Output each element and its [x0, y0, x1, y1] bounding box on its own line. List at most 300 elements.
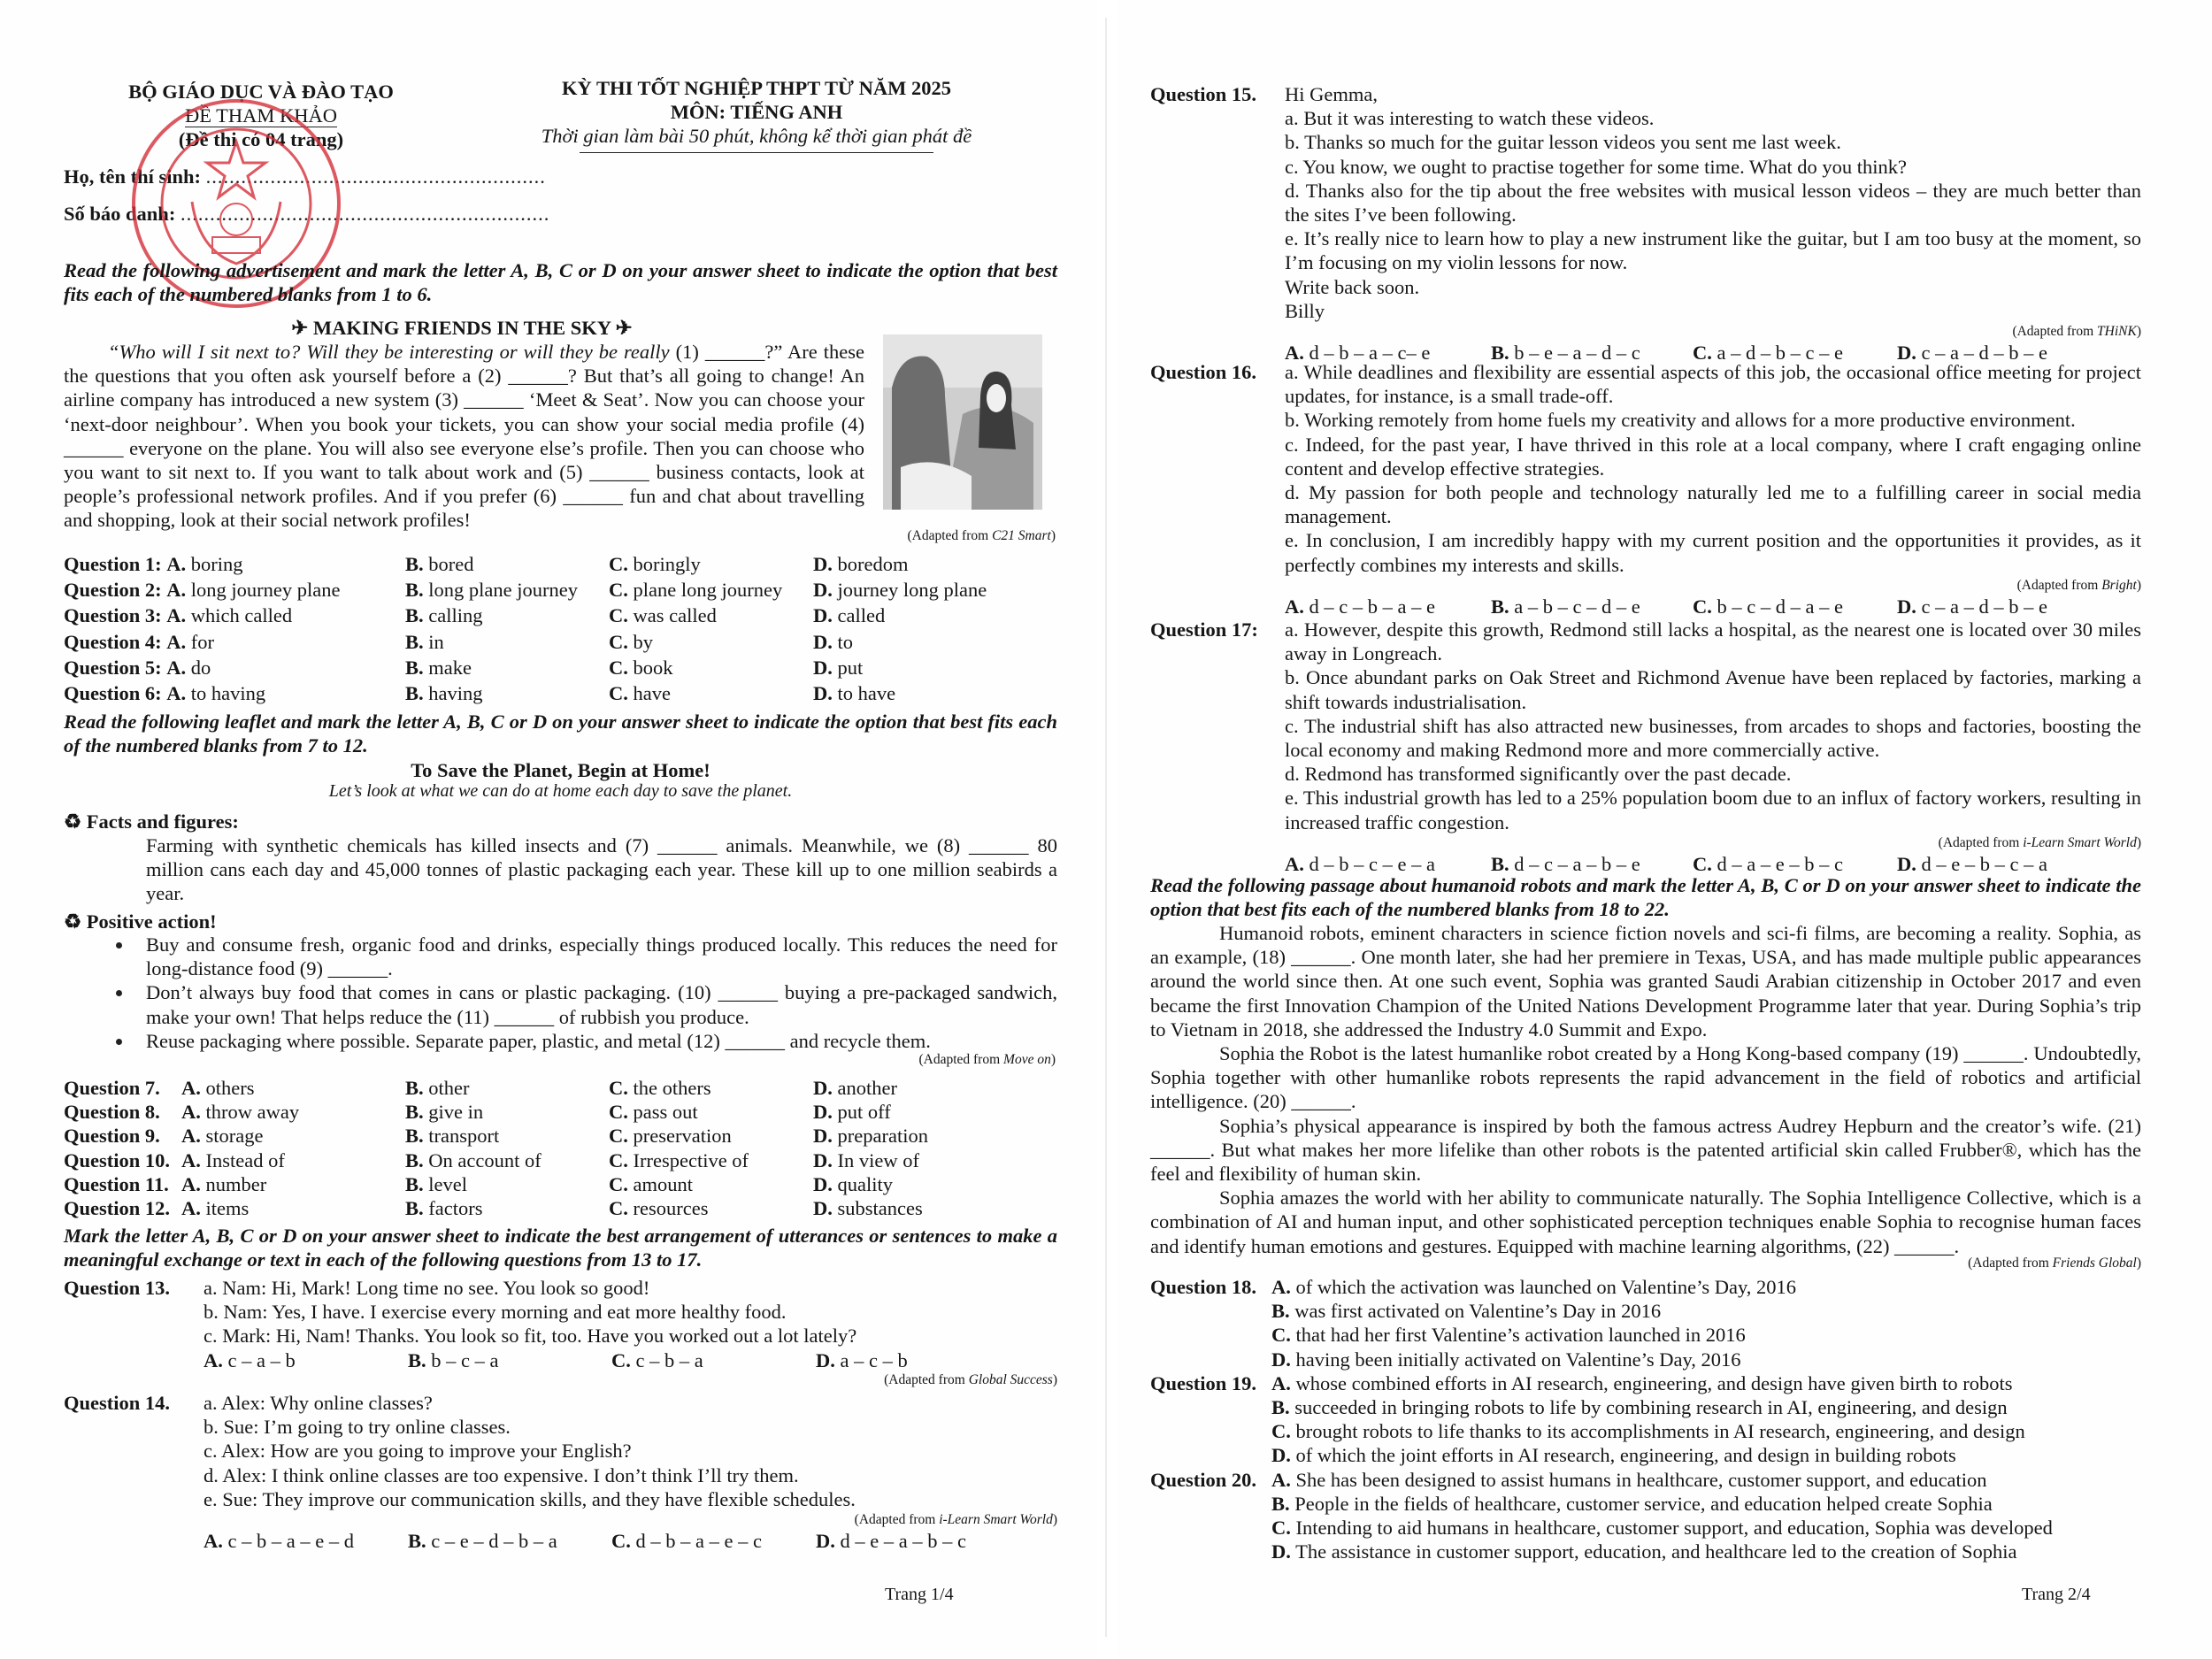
- option-cell: [609, 578, 813, 603]
- option-text: b – c – a: [431, 1348, 499, 1371]
- robot-passage: [1150, 921, 2141, 1258]
- option-text: bored: [428, 553, 474, 575]
- options-row: [1150, 595, 2141, 618]
- source-suffix: ): [1050, 1052, 1056, 1067]
- option-a[interactable]: [204, 1530, 354, 1552]
- option-cell: [405, 1196, 609, 1220]
- option-d[interactable]: [813, 1101, 891, 1123]
- passage-paragraph: Sophia amazes the world with her ability to communicate naturally. The Sophia Intelligence Collective, which is a combination of AI and human input, and other sophisticated perception techniques enable Sophia to recognise human faces and identify human emotions and gestures. Equipped with machine learning algorithms, (22) ______.: [1150, 1187, 2141, 1257]
- source-title: Bright: [2101, 577, 2137, 593]
- option-c[interactable]: [609, 1125, 732, 1147]
- option-letter: C.: [609, 604, 628, 627]
- option-cell: [813, 552, 1061, 578]
- option-letter: C.: [609, 1196, 628, 1219]
- option-a[interactable]: [181, 1125, 263, 1147]
- option-letter: B.: [405, 1125, 424, 1148]
- option-cell: [609, 1196, 813, 1220]
- utterance: e. Sue: They improve our communication skills, and they have flexible schedules.: [204, 1487, 856, 1510]
- question-row: [64, 681, 1061, 707]
- option-letter: B.: [405, 1148, 424, 1171]
- part1-source: [619, 527, 1056, 545]
- option-letter: B.: [1491, 595, 1509, 618]
- option-letter: C.: [1271, 1420, 1291, 1443]
- question-label: Question 6:: [64, 681, 162, 704]
- option-d[interactable]: [813, 682, 895, 704]
- time-note: Thời gian làm bài 50 phút, không kể thời gian phát đề: [541, 125, 972, 148]
- option-text: the others: [633, 1077, 711, 1099]
- option-c[interactable]: [609, 631, 653, 653]
- option-text: amount: [633, 1172, 693, 1195]
- option-cell: [813, 630, 1061, 656]
- question-label-cell: [64, 1196, 405, 1220]
- option-cell: [408, 1529, 611, 1552]
- option-letter: B.: [405, 681, 424, 704]
- option-text: c – b – a – e – d: [227, 1530, 354, 1553]
- option-text: c – a – b: [227, 1348, 296, 1371]
- option-d[interactable]: [1897, 595, 2047, 618]
- options-row: [1150, 852, 2141, 875]
- option-text: journey long plane: [837, 579, 987, 602]
- option-letter: D.: [816, 1530, 835, 1553]
- option-a[interactable]: [181, 1101, 299, 1123]
- option-cell: [609, 1172, 813, 1196]
- option-a[interactable]: [166, 631, 214, 653]
- option-text: make: [428, 656, 472, 679]
- option-letter: C.: [609, 1101, 628, 1124]
- question-label-cell: [64, 656, 405, 681]
- option-c[interactable]: [609, 1197, 708, 1219]
- option-c[interactable]: [1693, 595, 1843, 618]
- source: [64, 1371, 1057, 1389]
- option-c[interactable]: [609, 604, 717, 626]
- question-label: [1150, 1492, 1271, 1516]
- option-text: d – b – a – c– e: [1309, 342, 1431, 365]
- question-body: [1285, 82, 2141, 323]
- option-letter: A.: [181, 1172, 201, 1195]
- question-label: Question 11.: [64, 1172, 169, 1195]
- option-letter: C.: [609, 1077, 628, 1099]
- option-text: c – a – d – b – e: [1921, 342, 2047, 365]
- option-a[interactable]: [181, 1173, 266, 1195]
- option-d[interactable]: [1271, 1443, 1956, 1467]
- question-body: [204, 1391, 1057, 1511]
- passage-paragraph: Humanoid robots, eminent characters in science fiction novels and sci-fi films, are becoming a reality. Sophia, as an example, (18) ______. One month later, she had her premiere in Texas, USA, and has made multiple public appearances around the world since then. At one such event, Sophia was granted Saudi Arabian citizenship in October 2017 and even became the first Innovation Champion of the United Nations Development Programme later that year. During Sophia’s trip to Vietnam in 2018, she addressed the Industry 4.0 Summit and Expo.: [1150, 922, 2141, 1041]
- option-b[interactable]: [1271, 1395, 2008, 1419]
- utterance: a. Nam: Hi, Mark! Long time no see. You look so good!: [204, 1277, 650, 1299]
- question-label: Question 20.: [1150, 1468, 1257, 1491]
- option-c[interactable]: [609, 1149, 749, 1171]
- option-d[interactable]: [1897, 853, 2047, 875]
- option-text: succeeded in bringing robots to life by combining research in AI, engineering, and design: [1294, 1395, 2008, 1418]
- utterance: c. You know, we ought to practise together for some time. What do you think?: [1285, 155, 1908, 178]
- option-letter: C.: [1693, 852, 1712, 875]
- option-d[interactable]: [813, 1149, 919, 1171]
- option-row[interactable]: [1150, 1371, 2141, 1395]
- option-a[interactable]: [204, 1349, 296, 1371]
- question-line: [64, 1391, 1057, 1511]
- option-letter: A.: [181, 1148, 201, 1171]
- option-text: have: [633, 681, 671, 704]
- option-text: d – e – a – b – c: [840, 1530, 966, 1553]
- option-cell: [813, 1196, 1061, 1220]
- option-cell: [405, 552, 609, 578]
- airplane-passengers-illustration: [883, 334, 1042, 510]
- question-line: [1150, 360, 2141, 577]
- source-prefix: (Adapted from: [907, 528, 993, 543]
- option-a[interactable]: [166, 579, 340, 601]
- part4-questions: [1150, 1275, 2141, 1563]
- option-b[interactable]: [405, 604, 483, 626]
- source-suffix: ): [1052, 1512, 1057, 1528]
- option-c[interactable]: [1271, 1516, 2053, 1540]
- option-letter: B.: [405, 553, 424, 575]
- source-suffix: ): [2136, 1256, 2141, 1271]
- option-letter: D.: [813, 1125, 833, 1148]
- utterance: d. Redmond has transformed significantly over the past decade.: [1285, 763, 1792, 786]
- option-letter: B.: [405, 656, 424, 679]
- utterance: c. The industrial shift has also attracted new businesses, from arcades to shops and factories, boosting the local economy and making Redmond more and more commercially active.: [1285, 714, 2141, 762]
- option-cell: [813, 1076, 1061, 1100]
- option-letter: C.: [611, 1530, 631, 1553]
- option-b[interactable]: [405, 657, 472, 679]
- option-text: for: [190, 630, 215, 653]
- recycle-icon: ♻: [64, 810, 87, 833]
- option-letter: D.: [1897, 595, 1916, 618]
- option-a[interactable]: [181, 1197, 249, 1219]
- option-letter: C.: [1693, 595, 1712, 618]
- option-cell: [609, 1148, 813, 1172]
- option-a[interactable]: [166, 657, 211, 679]
- question-label: Question 19.: [1150, 1371, 1257, 1394]
- part2-source: [619, 1051, 1056, 1069]
- option-b[interactable]: [405, 1149, 541, 1171]
- candidate-name-label: Họ, tên thí sinh:: [64, 165, 202, 188]
- option-a[interactable]: [1271, 1275, 1796, 1299]
- source-suffix: ): [2136, 834, 2141, 850]
- option-c[interactable]: [609, 1101, 698, 1123]
- option-cell: [611, 1529, 816, 1552]
- option-text: give in: [428, 1101, 484, 1124]
- option-cell: [609, 1076, 813, 1100]
- option-text: to have: [837, 681, 896, 704]
- option-letter: C.: [609, 1148, 628, 1171]
- option-letter: A.: [166, 553, 187, 575]
- facts-heading: Facts and figures:: [86, 810, 239, 833]
- question-17: [1150, 618, 2141, 875]
- option-b[interactable]: [405, 1101, 483, 1123]
- option-row[interactable]: [1150, 1540, 2141, 1563]
- action-bullet: Reuse packaging where possible. Separate paper, plastic, and metal (12) ______ and recycle them.: [66, 1029, 1057, 1053]
- option-text: d – a – e – b – c: [1717, 852, 1843, 875]
- option-c[interactable]: [609, 579, 782, 601]
- question-label: Question 14.: [64, 1392, 171, 1414]
- option-text: by: [633, 630, 653, 653]
- option-letter: A.: [166, 656, 187, 679]
- candidate-id-dots: ...............................................................: [180, 203, 550, 225]
- option-d[interactable]: [1271, 1348, 1741, 1371]
- option-letter: D.: [813, 681, 833, 704]
- option-letter: A.: [166, 604, 187, 627]
- option-row[interactable]: [1150, 1348, 2141, 1371]
- utterance: Hi Gemma,: [1285, 83, 1378, 105]
- option-c[interactable]: [609, 682, 671, 704]
- option-letter: D.: [813, 656, 833, 679]
- option-b[interactable]: [1491, 595, 1640, 618]
- option-b[interactable]: [405, 1077, 470, 1099]
- option-text: d – b – a – e – c: [635, 1530, 762, 1553]
- option-row[interactable]: [1150, 1323, 2141, 1347]
- option-text: d – c – a – b – e: [1514, 852, 1640, 875]
- option-text: other: [428, 1077, 470, 1099]
- utterance: a. But it was interesting to watch these videos.: [1285, 107, 1655, 130]
- source-prefix: (Adapted from: [1968, 1256, 2053, 1271]
- utterance: b. Working remotely from home fuels my creativity and allows for a more productive environment.: [1285, 409, 2076, 432]
- exam-title: KỲ THI TỐT NGHIỆP THPT TỪ NĂM 2025: [562, 77, 951, 99]
- option-letter: A.: [1271, 1276, 1291, 1298]
- option-text: The assistance in customer support, education, and healthcare led to the creation of Sophia: [1295, 1540, 2017, 1563]
- option-text: Irrespective of: [633, 1148, 749, 1171]
- option-d[interactable]: [813, 1173, 893, 1195]
- option-b[interactable]: [1491, 853, 1640, 875]
- option-text: to: [837, 630, 854, 653]
- option-cell: [813, 1172, 1061, 1196]
- option-d[interactable]: [816, 1349, 908, 1371]
- option-letter: B.: [405, 604, 424, 627]
- option-text: of which the joint efforts in AI research, engineering, and design in building robots: [1295, 1444, 1956, 1467]
- source-title: C21 Smart: [992, 528, 1051, 543]
- option-text: a – b – c – d – e: [1514, 595, 1640, 618]
- option-d[interactable]: [813, 579, 987, 601]
- option-d[interactable]: [816, 1530, 966, 1552]
- option-text: substances: [837, 1196, 923, 1219]
- option-text: was first activated on Valentine’s Day in 2016: [1294, 1300, 1662, 1323]
- question-label-cell: [64, 630, 405, 656]
- recycle-icon: ♻: [64, 910, 87, 933]
- option-letter: D.: [813, 630, 833, 653]
- question-line: [64, 1276, 1057, 1348]
- page-divider: [1105, 18, 1107, 1637]
- option-text: long plane journey: [428, 579, 578, 602]
- option-b[interactable]: [408, 1530, 557, 1552]
- option-letter: C.: [609, 553, 628, 575]
- option-b[interactable]: [405, 1197, 482, 1219]
- option-text: resources: [633, 1196, 709, 1219]
- option-d[interactable]: [813, 1077, 897, 1099]
- question-13: [64, 1276, 1057, 1389]
- option-letter: C.: [609, 579, 628, 602]
- option-letter: D.: [816, 1348, 835, 1371]
- option-letter: D.: [813, 1148, 833, 1171]
- options-row: [64, 1348, 1057, 1371]
- option-cell: [609, 656, 813, 681]
- option-cell: [813, 681, 1061, 707]
- ministry-name: BỘ GIÁO DỤC VÀ ĐÀO TẠO: [128, 81, 394, 103]
- option-row[interactable]: [1150, 1468, 2141, 1492]
- option-text: calling: [428, 604, 483, 627]
- option-d[interactable]: [813, 604, 885, 626]
- option-c[interactable]: [609, 553, 701, 575]
- option-c[interactable]: [609, 1173, 693, 1195]
- option-b[interactable]: [1271, 1299, 1661, 1323]
- page-number-1: Trang 1/4: [885, 1585, 954, 1604]
- utterance: b. Once abundant parks on Oak Street and Richmond Avenue have been replaced by factories, marking a shift towards industrialisation.: [1285, 666, 2141, 713]
- option-text: book: [633, 656, 673, 679]
- part2-title: To Save the Planet, Begin at Home!: [411, 759, 710, 781]
- question-line: [1150, 82, 2141, 323]
- utterance: e. In conclusion, I am incredibly happy with my current position and the opportunities it provides, as it perfectly combines my interests and skills.: [1285, 529, 2141, 576]
- option-letter: A.: [1285, 342, 1304, 365]
- option-letter: C.: [609, 681, 628, 704]
- option-a[interactable]: [166, 553, 242, 575]
- option-c[interactable]: [611, 1349, 703, 1371]
- option-text: boring: [190, 553, 243, 575]
- question-label: [1150, 1516, 1271, 1540]
- option-c[interactable]: [609, 657, 673, 679]
- question-row: [64, 630, 1061, 656]
- question-label: [1150, 1348, 1271, 1371]
- utterance: e. This industrial growth has led to a 25% population boom due to an influx of factory workers, resulting in increased traffic congestion.: [1285, 787, 2141, 833]
- option-b[interactable]: [405, 682, 483, 704]
- question-row: [64, 1148, 1061, 1172]
- option-b[interactable]: [405, 631, 444, 653]
- question-16: [1150, 360, 2141, 618]
- option-letter: B.: [405, 579, 424, 602]
- question-body: [204, 1276, 1057, 1348]
- option-letter: A.: [181, 1101, 201, 1124]
- option-cell: [1693, 852, 1897, 875]
- option-text: d – b – c – e – a: [1309, 852, 1435, 875]
- option-b[interactable]: [1271, 1492, 1993, 1516]
- option-text: called: [837, 604, 886, 627]
- option-b[interactable]: [405, 553, 474, 575]
- option-text: On account of: [428, 1148, 541, 1171]
- option-text: having been initially activated on Valentine’s Day, 2016: [1295, 1348, 1741, 1371]
- option-letter: A.: [204, 1348, 223, 1371]
- option-d[interactable]: [1271, 1540, 2016, 1563]
- option-cell: [813, 1100, 1061, 1124]
- option-d[interactable]: [813, 553, 908, 575]
- utterance: c. Indeed, for the past year, I have thrived in this role at a local company, where I craft engaging online content and develop effective strategies.: [1285, 433, 2141, 480]
- plane-icon: ✈: [611, 317, 633, 339]
- option-row[interactable]: [1150, 1299, 2141, 1323]
- question-label-cell: [64, 1148, 405, 1172]
- option-b[interactable]: [405, 579, 578, 601]
- option-cell: [609, 630, 813, 656]
- option-a[interactable]: [1271, 1371, 2013, 1395]
- option-letter: B.: [408, 1348, 426, 1371]
- option-letter: B.: [408, 1530, 426, 1553]
- option-row[interactable]: [1150, 1395, 2141, 1419]
- option-text: whose combined efforts in AI research, engineering, and design have given birth to robots: [1295, 1371, 2013, 1394]
- option-c[interactable]: [1693, 853, 1843, 875]
- option-cell: [405, 1148, 609, 1172]
- option-d[interactable]: [813, 657, 863, 679]
- option-a[interactable]: [166, 682, 265, 704]
- question-label: [1150, 1443, 1271, 1467]
- question-body: [1285, 618, 2141, 834]
- option-c[interactable]: [1271, 1419, 2025, 1443]
- passage-paragraph: Sophia’s physical appearance is inspired by both the famous actress Audrey Hepburn and the creator’s wife. (21) ______. But what makes her more lifelike than other robots is the patented artificial skin called Frubber®, which has the feel and flexibility of human skin.: [1150, 1114, 2141, 1186]
- utterance: a. While deadlines and flexibility are essential aspects of this job, the occasional office meeting for project updates, for instance, is a small trade-off.: [1285, 361, 2141, 408]
- question-label: Question 8.: [64, 1101, 160, 1124]
- option-text: preservation: [633, 1125, 732, 1148]
- option-text: boringly: [633, 553, 701, 575]
- source-title: Move on: [1003, 1052, 1051, 1067]
- option-cell: [408, 1348, 611, 1371]
- option-row[interactable]: [1150, 1419, 2141, 1443]
- option-c[interactable]: [611, 1530, 762, 1552]
- question-label: [1150, 1299, 1271, 1323]
- option-letter: D.: [813, 579, 833, 602]
- option-d[interactable]: [813, 631, 853, 653]
- option-text: b – e – a – d – c: [1514, 342, 1640, 365]
- option-text: boredom: [837, 553, 909, 575]
- option-a[interactable]: [166, 604, 292, 626]
- option-cell: [1897, 595, 2092, 618]
- option-text: factors: [428, 1196, 483, 1219]
- passage-paragraph: Sophia the Robot is the latest humanlike robot created by a Hong Kong-based company (19) ______. Undoubtedly, Sophia together with other humanlike robots represents the rapid advancement in the field of robotics and artificial intelligence. (20) ______.: [1150, 1042, 2141, 1113]
- option-row[interactable]: [1150, 1516, 2141, 1540]
- source-title: Global Success: [968, 1371, 1053, 1387]
- option-text: which called: [190, 604, 293, 627]
- option-row[interactable]: [1150, 1275, 2141, 1299]
- option-letter: A.: [1271, 1371, 1291, 1394]
- option-letter: D.: [813, 1196, 833, 1219]
- option-letter: D.: [813, 1077, 833, 1099]
- option-text: d – e – b – c – a: [1921, 852, 2047, 875]
- option-letter: B.: [405, 1101, 424, 1124]
- option-cell: [813, 578, 1061, 603]
- option-cell: [405, 656, 609, 681]
- candidate-name-dots: ..........................................................: [205, 165, 546, 188]
- option-a[interactable]: [181, 1149, 285, 1171]
- question-line: [1150, 618, 2141, 834]
- option-letter: A.: [181, 1077, 201, 1099]
- utterance: d. Alex: I think online classes are too expensive. I don’t think I’ll try them.: [204, 1463, 799, 1486]
- option-a[interactable]: [1285, 595, 1435, 618]
- option-letter: B.: [1491, 852, 1509, 875]
- option-a[interactable]: [181, 1077, 255, 1099]
- option-a[interactable]: [1271, 1468, 1987, 1492]
- option-b[interactable]: [405, 1125, 499, 1147]
- source-prefix: (Adapted from: [884, 1371, 969, 1387]
- option-a[interactable]: [1285, 853, 1435, 875]
- question-label: Question 7.: [64, 1077, 160, 1099]
- part2-instruction: Read the following leaflet and mark the letter A, B, C or D on your answer sheet to indicate the option that best fits each of the numbered blanks from 7 to 12.: [64, 710, 1057, 757]
- option-text: put off: [837, 1101, 891, 1124]
- part1-instruction: Read the following advertisement and mark the letter A, B, C or D on your answer sheet to indicate the option that best fits each of the numbered blanks from 1 to 6.: [64, 259, 1057, 306]
- part1-questions: [64, 552, 1061, 707]
- option-b[interactable]: [408, 1349, 499, 1371]
- question-label-cell: [64, 681, 405, 707]
- option-row[interactable]: [1150, 1443, 2141, 1467]
- part4-instruction: Read the following passage about humanoid robots and mark the letter A, B, C or D on your answer sheet to indicate the option that best fits each of the numbered blanks from 18 to 22.: [1150, 874, 2141, 921]
- option-cell: [813, 656, 1061, 681]
- option-cell: [813, 603, 1061, 629]
- question-label: Question 9.: [64, 1125, 160, 1148]
- option-d[interactable]: [813, 1125, 928, 1147]
- option-row[interactable]: [1150, 1492, 2141, 1516]
- question-label: Question 12.: [64, 1196, 171, 1219]
- option-text: preparation: [837, 1125, 928, 1148]
- option-c[interactable]: [1271, 1323, 1746, 1347]
- option-cell: [405, 630, 609, 656]
- option-c[interactable]: [609, 1077, 711, 1099]
- option-b[interactable]: [405, 1173, 467, 1195]
- passage-text: (1) ______?” Are these the questions that you often ask yourself before a (2) ______? But that’s all going to change! An airline company has introduced a new system (3) ______ ‘Meet & Seat’. Now you can choose your ‘next-door neighbour’. When you book your tickets, you can show your social media profile (4) ______ everyone on the plane. You will also see everyone else’s profile. Then you can choose who you want to sit next to. If you want to talk about work and (5) ______ business contacts, look at people’s professional network profiles. And if you prefer (6) ______ fun and chat about travelling and shopping, look at their social network profiles!: [64, 341, 864, 532]
- question-row: [64, 1124, 1061, 1148]
- option-d[interactable]: [813, 1197, 923, 1219]
